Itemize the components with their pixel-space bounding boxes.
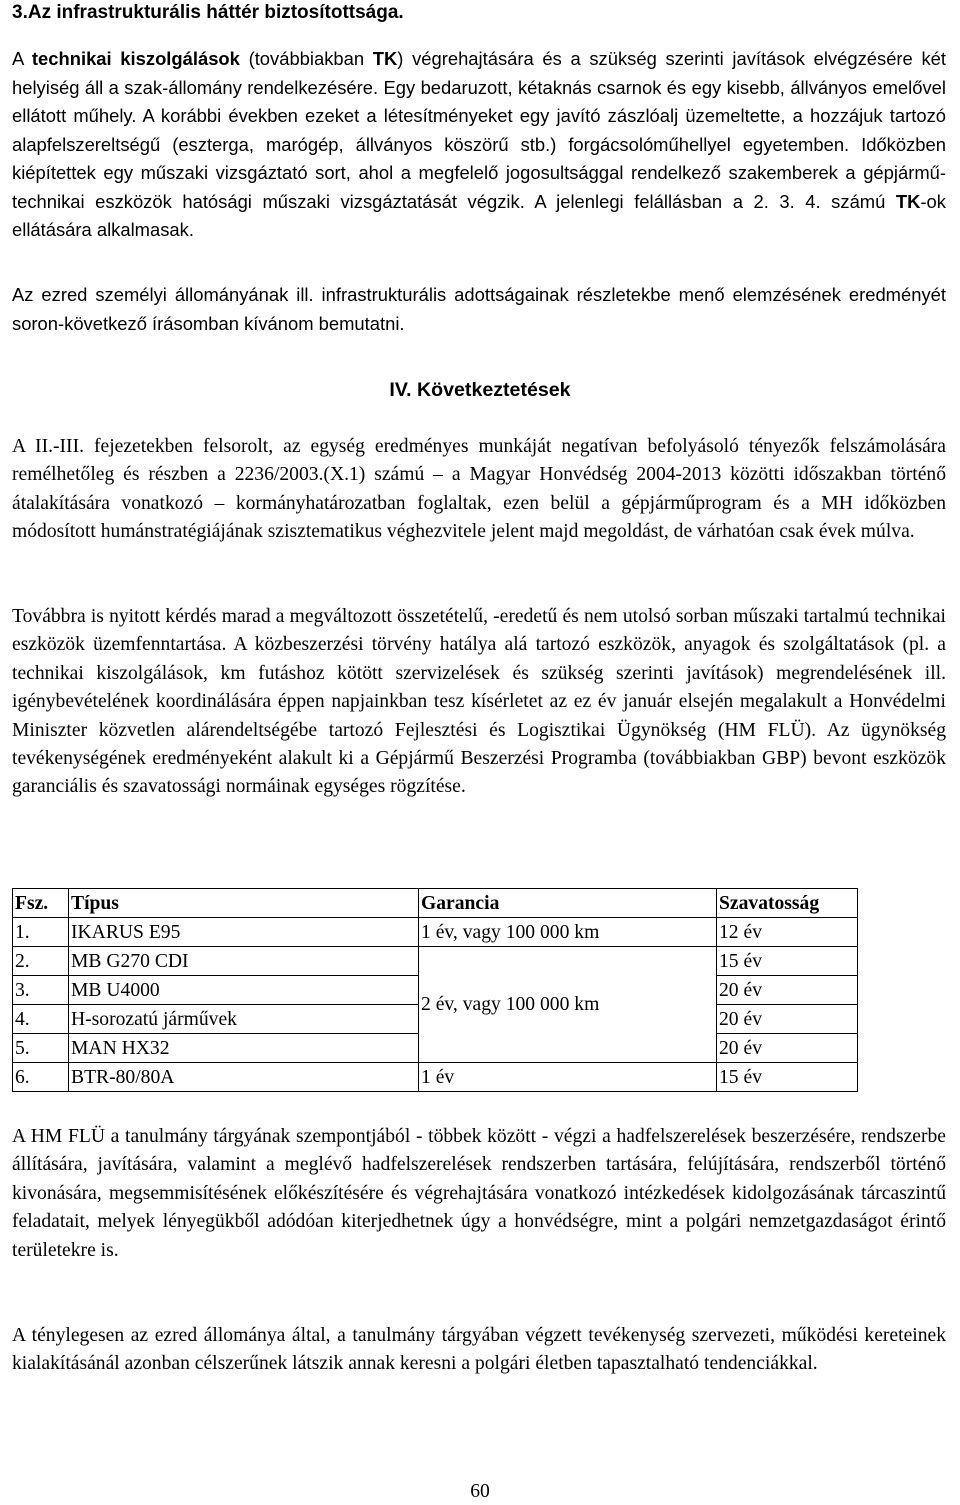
- closing-paragraph: A ténylegesen az ezred állománya által, a tanulmány tárgyában végzett tevékenység szervezeti, működési kereteinek kialakításánál azonban célszerűnek látszik annak keresni a polgári életben tapasztalható tendenciákkal.: [12, 1325, 946, 1375]
- infrastructure-paragraph: [12, 45, 946, 245]
- hm-flu-paragraph: A HM FLÜ a tanulmány tárgyának szempontjából - többek között - végzi a hadfelszerelések beszerzésére, rendszerbe állítására, javítására, valamint a meglévő hadfelszerelések rendszerben tartására, felújítására, rendszerből történő kivonására, megsemmisítésének előkészítésére és végrehajtására vonatkozó intézkedések kidolgozásának tárcaszintű feladatait, melyek lényegükből adódóan kiterjedhetnek úgy a honvédségre, mint a polgári nemzetgazdaságot érintő területekre is.: [12, 1126, 946, 1261]
- guarantee-value: 20 év: [717, 976, 858, 1005]
- table-header-row: [13, 889, 858, 918]
- personnel-analysis-paragraph: Az ezred személyi állományának ill. infrastrukturális adottságainak részletekbe menő elemzésének eredményét soron-következő írásomban kívánom bemutatni.: [12, 284, 946, 334]
- guarantee-value: 20 év: [717, 1034, 858, 1063]
- table-row: [13, 918, 858, 947]
- row-number: 4.: [13, 1005, 69, 1034]
- paragraph-text: ) végrehajtására és a szükség szerinti javítások elvégzésére két helyiség áll a szak-állomány rendelkezésére. Egy bedaruzott, kétaknás csarnok és egy kisebb, állványos emelővel ellátott műhely. A korábbi években ezeket a létesítményeket egy javító zászlóalj üzemeltette, a hozzájuk tartozó alapfelszereltségű (eszterga, marógép, állványos köszörű stb.) forgácsolóműhellyel egyetemben. Időközben kiépítettek egy műszaki vizsgáztató sort, ahol a megfelelő jogosultsággal rendelkező szakemberek a gépjármű-technikai eszközök hatósági műszaki vizsgáztatását végzik. A jelenlegi felállásban a 2. 3. 4. számú: [12, 48, 946, 212]
- section-heading-3: 3.Az infrastrukturális háttér biztosítottsága.: [12, 2, 404, 23]
- warranty-value-merged: 2 év, vagy 100 000 km: [419, 947, 717, 1063]
- vehicle-type: BTR-80/80A: [69, 1063, 419, 1092]
- conclusions-paragraph-2: Továbbra is nyitott kérdés marad a megváltozott összetételű, -eredetű és nem utolsó sorban műszaki tartalmú technikai eszközök üzemfenntartása. A közbeszerzési törvény hatálya alá tartozó eszközök, anyagok és szolgáltatások (pl. a technikai kiszolgálások, km futáshoz kötött szervizelések és szükség szerinti javítások) megrendelésének ill. igénybevételének koordinálására éppen napjainkban tesz kísérletet az ez év január elsején megalakult a Honvédelmi Miniszter közvetlen alárendeltségébe tartozó Fejlesztési és Logisztikai Ügynökség (HM FLÜ). Az ügynökség tevékenységének eredményeként alakult ki a Gépjármű Beszerzési Programba (továbbiakban GBP) bevont eszközök garanciális és szavatossági normáinak egységes rögzítése.: [12, 606, 946, 798]
- vehicle-type: MAN HX32: [69, 1034, 419, 1063]
- warranty-value: 1 év: [419, 1063, 717, 1092]
- row-number: 6.: [13, 1063, 69, 1092]
- guarantee-value: 20 év: [717, 1005, 858, 1034]
- header-cell: Garancia: [419, 889, 717, 918]
- warranty-value: 1 év, vagy 100 000 km: [419, 918, 717, 947]
- vehicle-type: IKARUS E95: [69, 918, 419, 947]
- tk-term: technikai kiszolgálások: [31, 48, 240, 69]
- conclusions-paragraph-1: A II.-III. fejezetekben felsorolt, az egység eredményes munkáját negatívan befolyásoló tényezők felszámolására remélhetőleg és részben a 2236/2003.(X.1) számú – a Magyar Honvédség 2004-2013 közötti időszakban történő átalakítására vonatkozó – kormányhatározatban foglaltak, ezen belül a gépjárműprogram és a MH időközben módosított humánstratégiájának szisztematikus véghezvitele jelent majd megoldást, de várhatóan csak évek múlva.: [12, 436, 946, 543]
- header-cell: Szavatosság: [717, 889, 858, 918]
- row-number: 2.: [13, 947, 69, 976]
- paragraph-text: A: [12, 48, 32, 69]
- table-row: [13, 947, 858, 976]
- guarantee-value: 15 év: [717, 1063, 858, 1092]
- warranty-table: [12, 888, 858, 1092]
- header-cell: Fsz.: [13, 889, 69, 918]
- header-cell: Típus: [69, 889, 419, 918]
- vehicle-type: MB U4000: [69, 976, 419, 1005]
- vehicle-type: MB G270 CDI: [69, 947, 419, 976]
- vehicle-type: H-sorozatú járművek: [69, 1005, 419, 1034]
- tk-abbreviation: TK: [895, 190, 921, 212]
- tk-abbreviation: TK: [372, 48, 398, 69]
- row-number: 1.: [13, 918, 69, 947]
- guarantee-value: 15 év: [717, 947, 858, 976]
- row-number: 3.: [13, 976, 69, 1005]
- row-number: 5.: [13, 1034, 69, 1063]
- table-row: [13, 1063, 858, 1092]
- guarantee-value: 12 év: [717, 918, 858, 947]
- paragraph-text: -ok ellátására alkalmasak.: [12, 190, 946, 240]
- paragraph-text: (továbbiakban: [239, 48, 373, 69]
- section-title-conclusions: IV. Következtetések: [389, 379, 571, 401]
- page-number: 60: [470, 1481, 490, 1502]
